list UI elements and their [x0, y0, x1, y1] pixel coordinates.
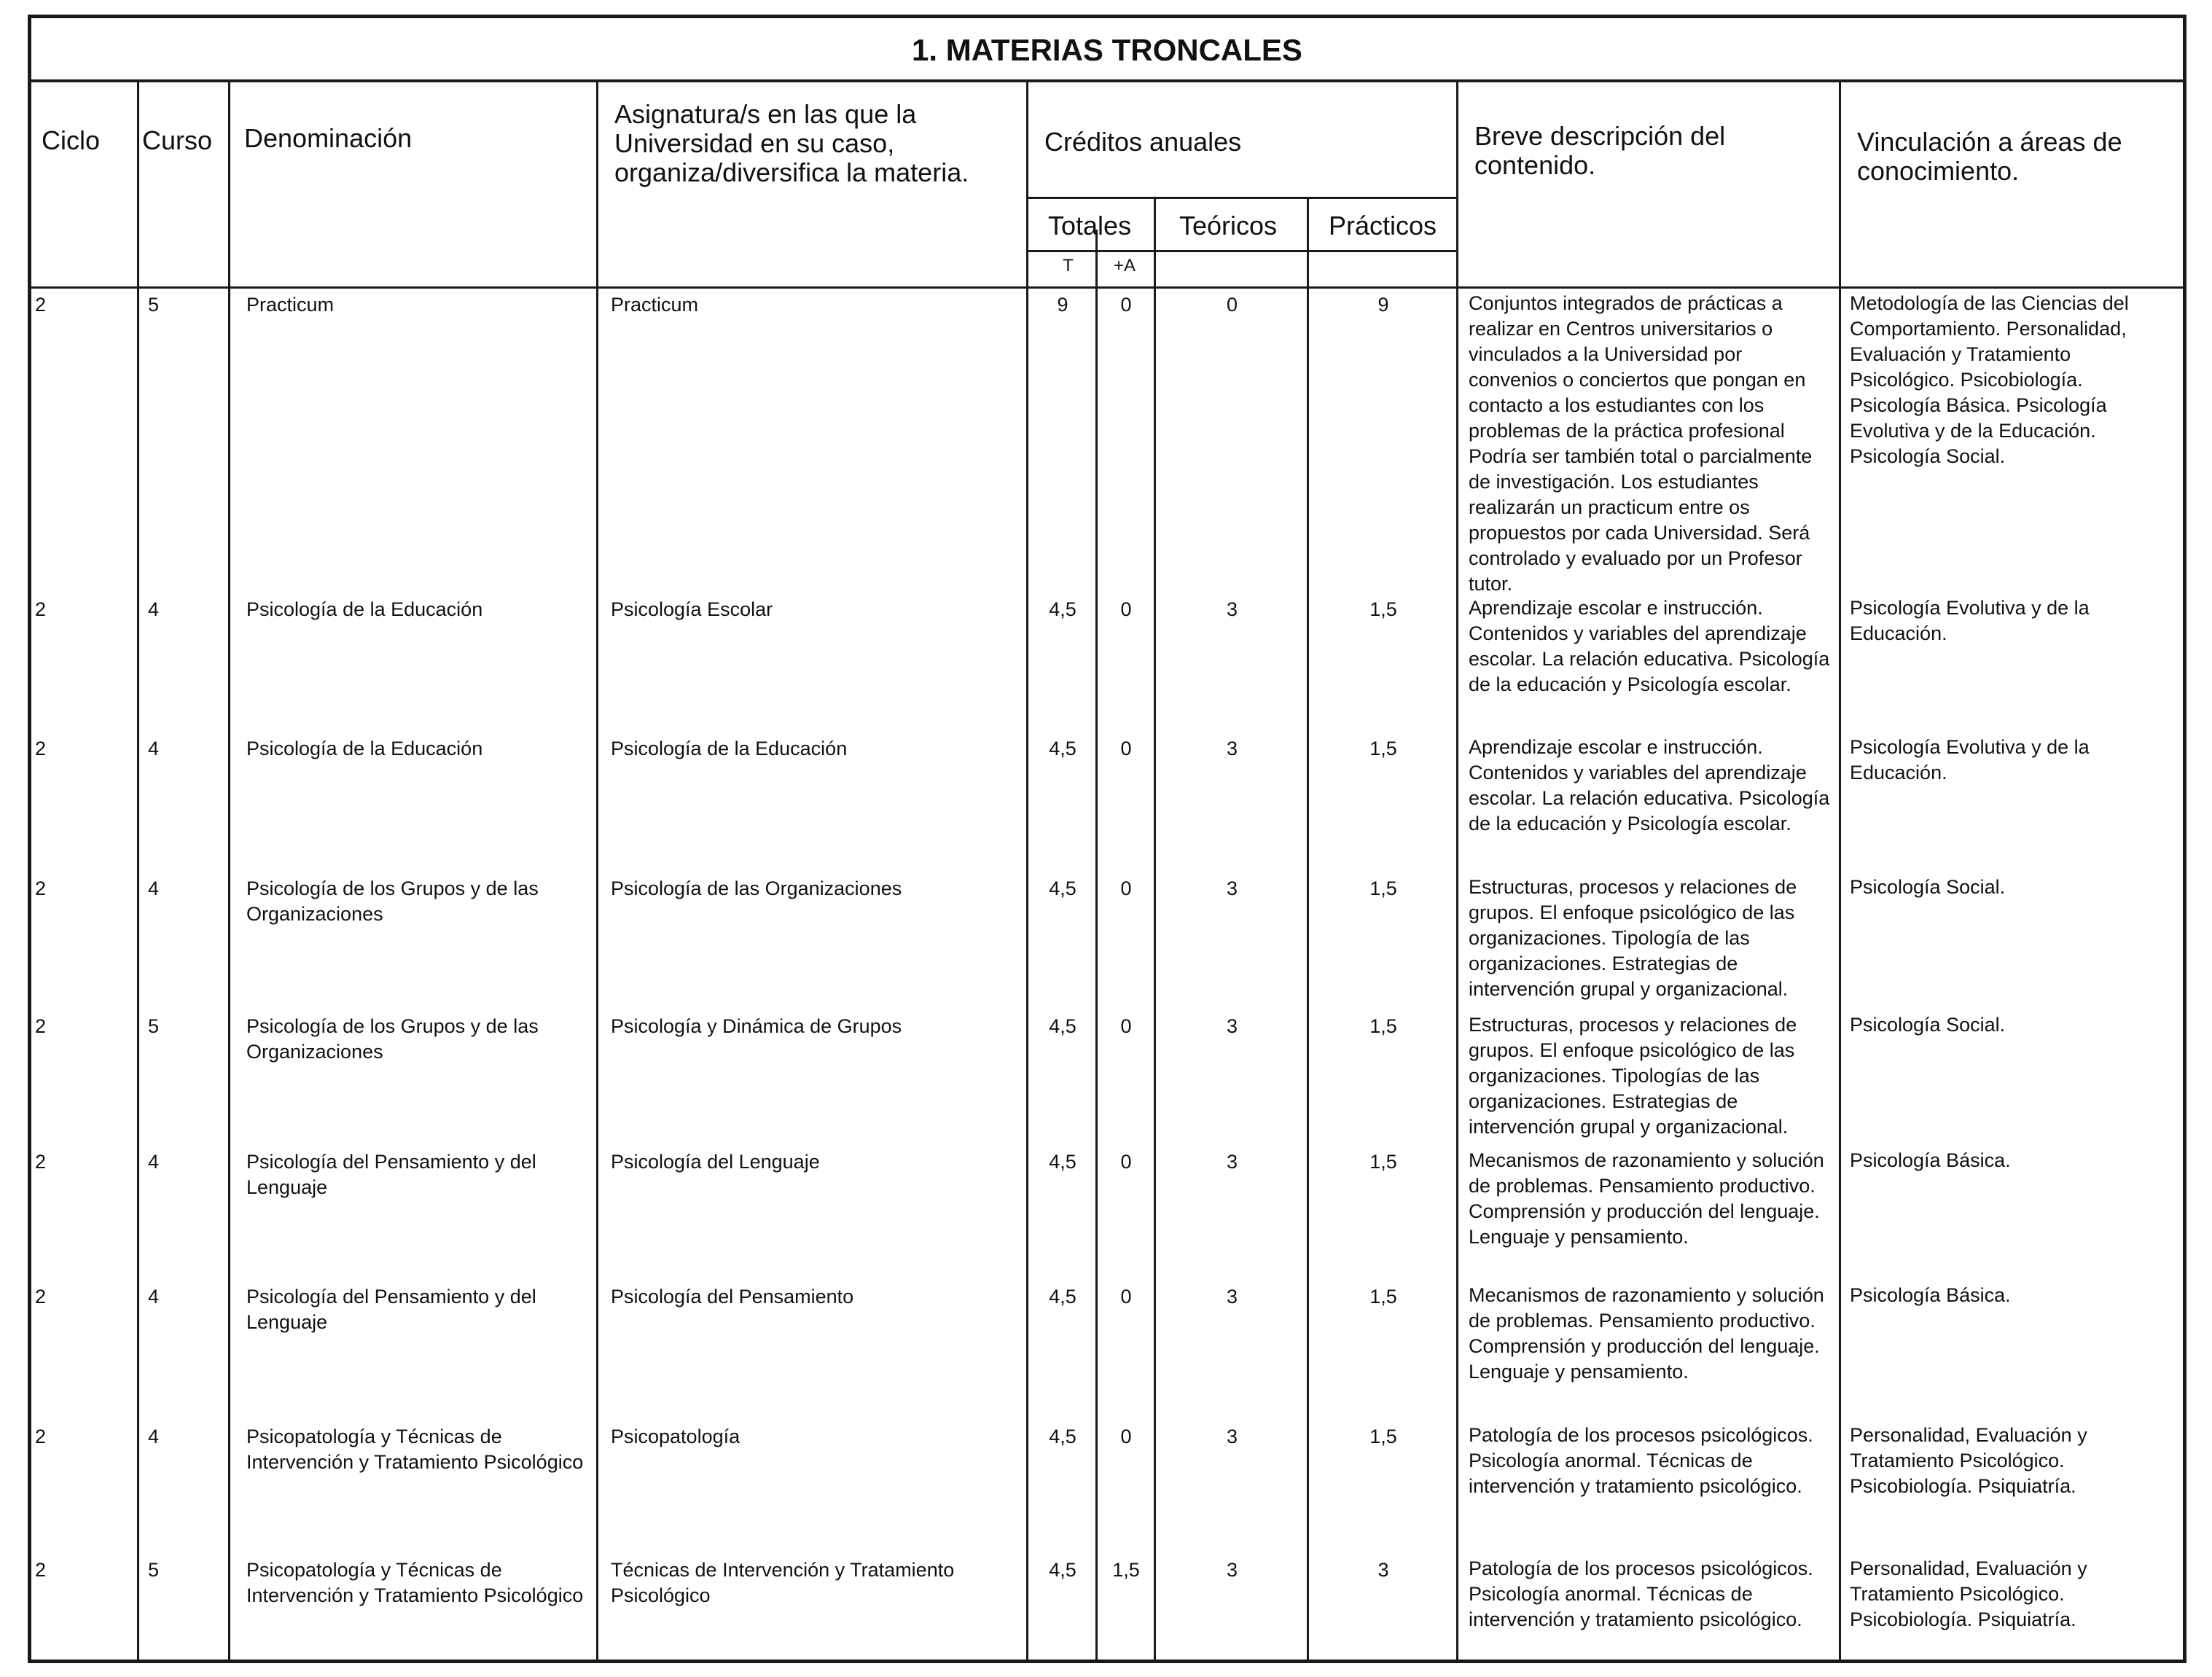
cell-curso: 4	[148, 1426, 160, 1447]
header-teoricos: Teóricos	[1179, 211, 1278, 241]
cell-practicos: 9	[1377, 294, 1389, 316]
cell-denominacion: Psicología de los Grupos y de las Organizaciones	[246, 1015, 539, 1063]
cell-teoricos: 3	[1226, 877, 1238, 899]
cell-curso: 5	[148, 1015, 160, 1037]
cell-teoricos: 3	[1226, 1426, 1238, 1447]
header-a: +A	[1113, 256, 1136, 275]
cell-creditos-a: 0	[1120, 1286, 1132, 1307]
cell-teoricos: 3	[1226, 1151, 1238, 1173]
cell-creditos-t: 4,5	[1049, 738, 1076, 759]
header-totales: Totales	[1048, 211, 1132, 241]
rule-after-denominacion	[596, 82, 598, 1663]
cell-asignatura: Psicología y Dinámica de Grupos	[611, 1015, 902, 1037]
cell-curso: 4	[148, 1286, 160, 1307]
cell-practicos: 1,5	[1369, 1151, 1397, 1173]
materias-troncales-table	[28, 15, 2186, 1663]
cell-descripcion: Mecanismos de razonamiento y solución de problemas. Pensamiento productivo. Comprensión y producción del lenguaje. Lenguaje y pensamiento.	[1469, 1284, 1824, 1383]
header-t: T	[1063, 256, 1074, 275]
header-creditos-anuales: Créditos anuales	[1044, 127, 1242, 157]
rule-after-descripcion	[1839, 82, 1841, 1663]
cell-denominacion: Psicología de la Educación	[246, 738, 483, 759]
cell-curso: 5	[148, 294, 160, 316]
cell-teoricos: 3	[1226, 598, 1238, 620]
cell-creditos-a: 0	[1120, 877, 1132, 899]
cell-creditos-t: 9	[1057, 294, 1068, 316]
cell-practicos: 1,5	[1369, 1015, 1397, 1037]
rule-totales-sub	[1026, 250, 1458, 252]
cell-descripcion: Patología de los procesos psicológicos. Psicología anormal. Técnicas de intervención y tratamiento psicológico.	[1469, 1424, 1813, 1497]
cell-vinculacion: Personalidad, Evaluación y Tratamiento Psicológico. Psicobiología. Psiquiatría.	[1850, 1424, 2087, 1497]
cell-teoricos: 3	[1226, 738, 1238, 759]
cell-ciclo: 2	[35, 1286, 47, 1307]
cell-ciclo: 2	[35, 877, 47, 899]
cell-asignatura: Psicología de las Organizaciones	[611, 877, 902, 899]
cell-practicos: 3	[1377, 1559, 1389, 1581]
cell-denominacion: Psicología del Pensamiento y del Lenguaje	[246, 1286, 536, 1333]
cell-curso: 5	[148, 1559, 160, 1581]
cell-creditos-t: 4,5	[1049, 1015, 1076, 1037]
cell-creditos-a: 0	[1120, 1426, 1132, 1447]
cell-teoricos: 3	[1226, 1286, 1238, 1307]
header-denominacion: Denominación	[244, 123, 413, 153]
cell-ciclo: 2	[35, 1151, 47, 1173]
cell-vinculacion: Psicología Evolutiva y de la Educación.	[1850, 736, 2090, 783]
table-title: 1. MATERIAS TRONCALES	[31, 18, 2183, 82]
cell-ciclo: 2	[35, 598, 47, 620]
cell-vinculacion: Psicología Social.	[1850, 876, 2006, 898]
cell-denominacion: Psicopatología y Técnicas de Intervención y Tratamiento Psicológico	[246, 1559, 584, 1606]
cell-curso: 4	[148, 877, 160, 899]
cell-descripcion: Patología de los procesos psicológicos. Psicología anormal. Técnicas de intervención y tratamiento psicológico.	[1469, 1557, 1813, 1630]
cell-creditos-t: 4,5	[1049, 877, 1076, 899]
cell-creditos-t: 4,5	[1049, 1426, 1076, 1447]
cell-denominacion: Psicología de la Educación	[246, 598, 483, 620]
rule-after-creditos	[1456, 82, 1458, 1663]
cell-creditos-a: 1,5	[1112, 1559, 1140, 1581]
cell-descripcion: Estructuras, procesos y relaciones de grupos. El enfoque psicológico de las organizaciones. Tipologías de las organizaciones. Estrategias de intervención grupal y organizacional.	[1469, 1014, 1797, 1138]
header-descripcion: Breve descripción del contenido.	[1474, 121, 1726, 180]
cell-ciclo: 2	[35, 1015, 47, 1037]
cell-asignatura: Psicología de la Educación	[611, 738, 848, 759]
cell-asignatura: Psicopatología	[611, 1426, 740, 1447]
cell-creditos-a: 0	[1120, 598, 1132, 620]
cell-creditos-a: 0	[1120, 294, 1132, 316]
cell-creditos-a: 0	[1120, 738, 1132, 759]
cell-asignatura: Técnicas de Intervención y Tratamiento Psicológico	[611, 1559, 955, 1606]
cell-descripcion: Estructuras, procesos y relaciones de grupos. El enfoque psicológico de las organizaciones. Tipología de las organizaciones. Estrategias de intervención grupal y organizacional.	[1469, 876, 1797, 1000]
header-vinculacion: Vinculación a áreas de conocimiento.	[1857, 127, 2122, 186]
cell-descripcion: Mecanismos de razonamiento y solución de problemas. Pensamiento productivo. Comprensión y producción del lenguaje. Lenguaje y pensamiento.	[1469, 1149, 1824, 1248]
cell-vinculacion: Psicología Básica.	[1850, 1149, 2011, 1171]
header-practicos: Prácticos	[1329, 211, 1437, 241]
cell-asignatura: Practicum	[611, 294, 699, 316]
rule-after-curso	[228, 82, 230, 1663]
cell-descripcion: Aprendizaje escolar e instrucción. Contenidos y variables del aprendizaje escolar. La relación educativa. Psicología de la educación y Psicología escolar.	[1469, 597, 1830, 695]
cell-asignatura: Psicología del Pensamiento	[611, 1286, 854, 1307]
rule-creditos-sub	[1026, 197, 1458, 199]
rule-after-totales	[1154, 197, 1156, 1663]
cell-creditos-t: 4,5	[1049, 1559, 1076, 1581]
cell-denominacion: Psicopatología y Técnicas de Intervención y Tratamiento Psicológico	[246, 1426, 584, 1473]
cell-teoricos: 0	[1226, 294, 1238, 316]
cell-denominacion: Psicología del Pensamiento y del Lenguaje	[246, 1151, 536, 1198]
cell-creditos-t: 4,5	[1049, 1151, 1076, 1173]
cell-vinculacion: Psicología Básica.	[1850, 1284, 2011, 1306]
cell-descripcion: Conjuntos integrados de prácticas a realizar en Centros universitarios o vinculados a la Universidad por convenios o conciertos que pongan en contacto a los estudiantes con los problemas de la práctica profesional Podría ser también total o parcialmente de investigación. Los estudiantes realizarán un practicum entre os propuestos por cada Universidad. Será controlado y evaluado por un Profesor tutor.	[1469, 292, 1813, 595]
cell-asignatura: Psicología Escolar	[611, 598, 773, 620]
cell-creditos-a: 0	[1120, 1151, 1132, 1173]
cell-asignatura: Psicología del Lenguaje	[611, 1151, 820, 1173]
cell-curso: 4	[148, 598, 160, 620]
cell-vinculacion: Psicología Evolutiva y de la Educación.	[1850, 597, 2090, 644]
rule-after-t	[1095, 230, 1098, 1663]
rule-header-bottom	[31, 286, 2183, 289]
header-asignaturas: Asignatura/s en las que la Universidad en su caso, organiza/diversifica la materia.	[614, 99, 969, 187]
cell-practicos: 1,5	[1369, 1426, 1397, 1447]
cell-curso: 4	[148, 738, 160, 759]
cell-descripcion: Aprendizaje escolar e instrucción. Contenidos y variables del aprendizaje escolar. La relación educativa. Psicología de la educación y Psicología escolar.	[1469, 736, 1830, 834]
cell-teoricos: 3	[1226, 1015, 1238, 1037]
cell-vinculacion: Psicología Social.	[1850, 1014, 2006, 1036]
cell-ciclo: 2	[35, 294, 47, 316]
cell-practicos: 1,5	[1369, 1286, 1397, 1307]
cell-practicos: 1,5	[1369, 877, 1397, 899]
cell-teoricos: 3	[1226, 1559, 1238, 1581]
cell-vinculacion: Metodología de las Ciencias del Comportamiento. Personalidad, Evaluación y Tratamiento Psicológico. Psicobiología. Psicología Básica. Psicología Evolutiva y de la Educación. Psicología Social.	[1850, 292, 2129, 467]
cell-ciclo: 2	[35, 1559, 47, 1581]
rule-after-ciclo	[137, 82, 139, 1663]
cell-ciclo: 2	[35, 738, 47, 759]
cell-practicos: 1,5	[1369, 598, 1397, 620]
cell-ciclo: 2	[35, 1426, 47, 1447]
cell-creditos-t: 4,5	[1049, 598, 1076, 620]
cell-curso: 4	[148, 1151, 160, 1173]
rule-after-asignatura	[1026, 82, 1028, 1663]
header-ciclo: Ciclo	[42, 125, 101, 155]
cell-vinculacion: Personalidad, Evaluación y Tratamiento Psicológico. Psicobiología. Psiquiatría.	[1850, 1557, 2087, 1630]
cell-creditos-a: 0	[1120, 1015, 1132, 1037]
cell-denominacion: Psicología de los Grupos y de las Organizaciones	[246, 877, 539, 925]
cell-practicos: 1,5	[1369, 738, 1397, 759]
header-curso: Curso	[142, 125, 213, 155]
rule-after-teoricos	[1307, 197, 1309, 1663]
cell-denominacion: Practicum	[246, 294, 335, 316]
cell-creditos-t: 4,5	[1049, 1286, 1076, 1307]
